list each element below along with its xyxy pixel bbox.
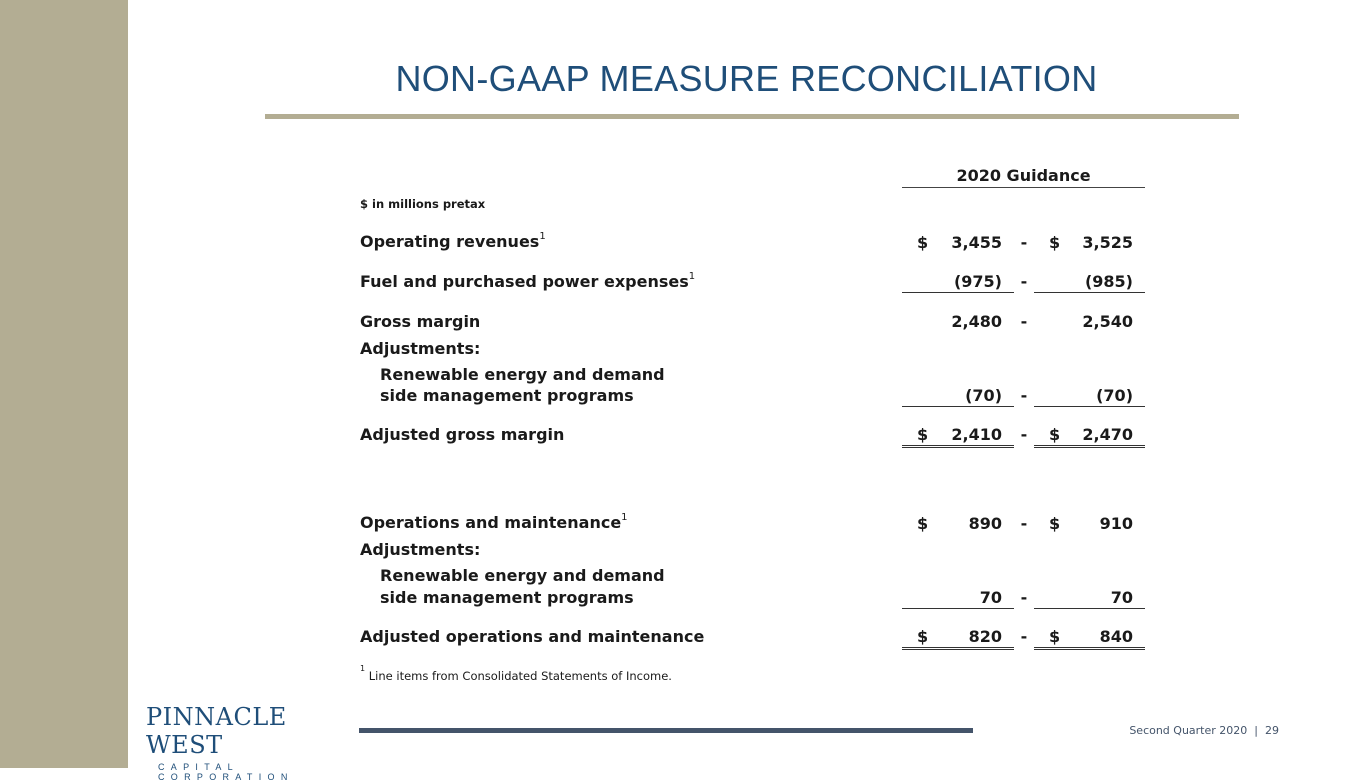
renewable2-high: 70 (1034, 588, 1145, 609)
page-title: NON-GAAP MEASURE RECONCILIATION (395, 58, 1098, 99)
footer-divider (359, 728, 973, 733)
row-label-gross-margin: Gross margin (360, 312, 481, 331)
fuel-low: (975) (902, 272, 1014, 293)
adj-gross-low: $ 2,410 (902, 425, 1014, 448)
op-rev-dash: - (1020, 233, 1028, 252)
page-number: 29 (1265, 724, 1279, 737)
op-rev-low: $ 3,455 (917, 233, 1002, 252)
row-label-adjusted-operations-maintenance: Adjusted operations and maintenance (360, 627, 705, 646)
gross-low: 2,480 (951, 312, 1002, 331)
adj-gross-high: $ 2,470 (1034, 425, 1145, 448)
adj-gross-dash: - (1020, 425, 1028, 444)
row-label-adjustments-2: Adjustments: (360, 540, 481, 559)
renewable2-dash: - (1020, 588, 1028, 607)
fuel-dash: - (1020, 272, 1028, 291)
row-label-adjustments: Adjustments: (360, 339, 481, 358)
row-label-adjusted-gross-margin: Adjusted gross margin (360, 425, 565, 444)
renewable-high: (70) (1034, 386, 1145, 407)
adj-om-dash: - (1020, 627, 1028, 646)
row-label-operating-revenues: Operating revenues$^1$ (360, 230, 546, 251)
om-high: $ 910 (1049, 514, 1133, 533)
adj-om-low: $ 820 (902, 627, 1014, 650)
title-divider (265, 114, 1239, 119)
gross-high: 2,540 (1082, 312, 1133, 331)
om-low: $ 890 (917, 514, 1002, 533)
row-label-fuel: Fuel and purchased power expenses$^1$ (360, 270, 696, 291)
gross-dash: - (1020, 312, 1028, 331)
footer-label: Second Quarter 2020 (1129, 724, 1248, 737)
logo-subtitle: CAPITAL CORPORATION (158, 762, 294, 782)
fuel-high: (985) (1034, 272, 1145, 293)
logo-wordmark: PINNACLE WEST (146, 703, 287, 759)
row-label-renewable-line1: Renewable energy and demand (380, 365, 665, 384)
company-logo (146, 703, 342, 782)
sidebar-band (0, 0, 128, 768)
adj-om-high: $ 840 (1034, 627, 1145, 650)
renewable-dash: - (1020, 386, 1028, 405)
om-dash: - (1020, 514, 1028, 533)
row-label-renewable-line2: side management programs (380, 386, 634, 405)
renewable2-low: 70 (902, 588, 1014, 609)
op-rev-high: $ 3,525 (1049, 233, 1133, 252)
footnote: $^1$ Line items from Consolidated Statements of Income. (360, 664, 672, 683)
row-label-renewable2-line2: side management programs (380, 588, 634, 607)
column-header: 2020 Guidance (902, 166, 1145, 188)
row-label-operations-maintenance: Operations and maintenance$^1$ (360, 511, 628, 532)
row-label-renewable2-line1: Renewable energy and demand (380, 566, 665, 585)
units-note: $ in millions pretax (360, 197, 486, 211)
renewable-low: (70) (902, 386, 1014, 407)
page-footer (1129, 724, 1279, 737)
footer-separator: | (1254, 724, 1258, 737)
